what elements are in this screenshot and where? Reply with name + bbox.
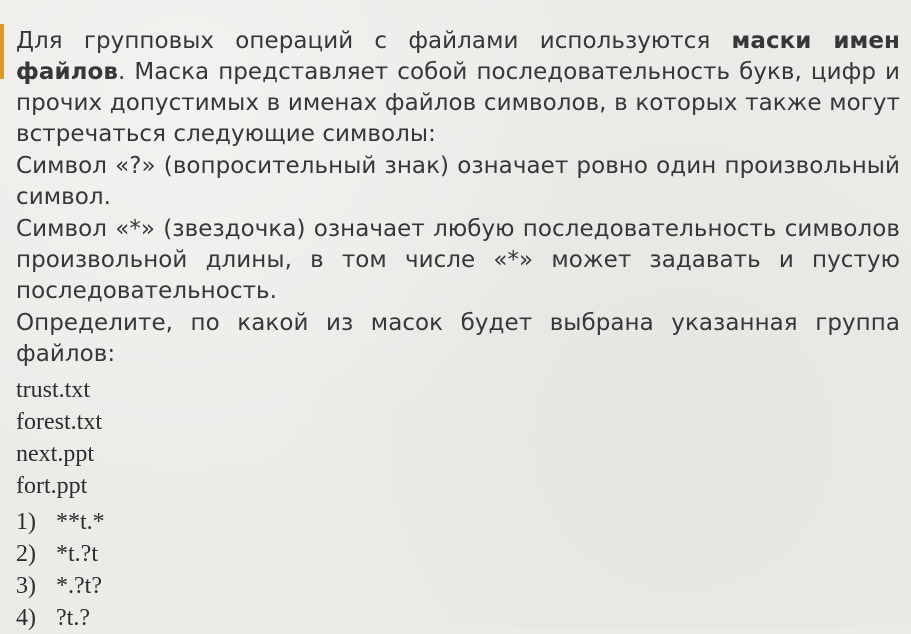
file-item: forest.txt [16, 409, 102, 435]
answer-option [16, 538, 900, 570]
answer-option [16, 602, 900, 634]
rule-question-mark: Символ «?» (вопросительный знак) означает ровно один произвольный символ. [16, 153, 900, 210]
page-edge-mark [0, 24, 4, 79]
answer-mask: *t.?t [56, 541, 98, 567]
intro-text-start: Для групповых операций с файлами используются [16, 28, 732, 54]
answer-mask: *.?t? [56, 573, 102, 599]
file-item: next.ppt [16, 441, 94, 467]
answer-number: 3) [16, 573, 36, 599]
question-text: Определите, по какой из масок будет выбрана указанная группа файлов: [16, 310, 900, 367]
answer-option [16, 506, 900, 538]
intro-paragraph [16, 26, 900, 150]
answer-number: 4) [16, 605, 36, 631]
file-item: fort.ppt [16, 473, 88, 499]
rule-asterisk: Символ «*» (звездочка) означает любую последовательность символов произвольной длины, в том числе «*» может задавать и пустую последовательность. [16, 216, 900, 304]
answer-options [16, 506, 900, 634]
intro-definition: Маска представляет собой последовательность букв, цифр и прочих допустимых в именах файлов символов, в которых также могут встречаться следующие символы: [16, 59, 900, 147]
answer-option [16, 570, 900, 602]
answer-number: 2) [16, 541, 36, 567]
document-content [16, 26, 900, 634]
answer-mask: ?t.? [56, 605, 90, 631]
intro-period: . [117, 59, 126, 85]
answer-mask: **t.* [56, 509, 105, 535]
intro-bold-term: маски имен файлов [16, 28, 900, 85]
file-item: trust.txt [16, 377, 91, 403]
answer-number: 1) [16, 509, 36, 535]
file-list [16, 374, 900, 502]
